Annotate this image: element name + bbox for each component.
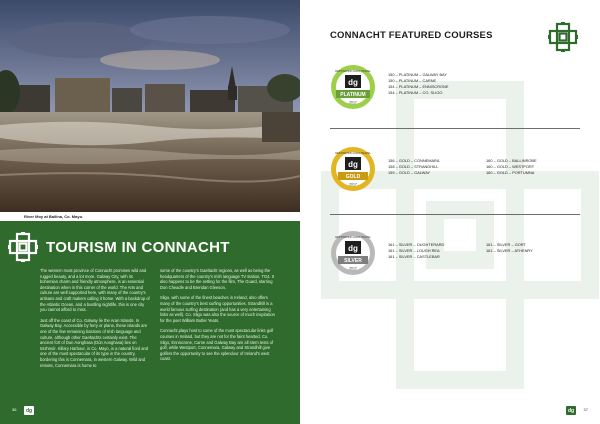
dg-logo: dg: [25, 407, 33, 414]
badge-level: GOLD: [345, 174, 361, 180]
course-item: 158 – GOLD – STRANDHILL: [388, 164, 439, 169]
course-item: 150 – PLATINUM – CARNE: [388, 78, 437, 83]
badge-level: PLATINUM: [340, 92, 366, 98]
course-item: 161 – SILVER – ATHENRY: [486, 248, 533, 253]
course-item: 161 – SILVER – OUGHTERARD: [388, 242, 445, 247]
badge-mark: dg: [348, 160, 358, 169]
course-item: 160 – GOLD – BALLINROBE: [486, 158, 537, 163]
course-item: 161 – SILVER – CASTLEBAR: [388, 254, 440, 259]
badge-mark: dg: [348, 244, 358, 253]
badge-year: 2017: [349, 266, 357, 271]
course-item: 161 – SILVER – GORT: [486, 242, 526, 247]
courses-title: CONNACHT FEATURED COURSES: [330, 30, 493, 41]
divider: [330, 128, 580, 129]
right-page: [300, 0, 600, 424]
silver-badge: [330, 230, 376, 276]
course-item: 150 – PLATINUM – GALWAY BAY: [388, 72, 447, 77]
tier-silver: [330, 230, 580, 280]
paragraph: The western most province of Connacht promises wild and rugged beauty, and a lot more. Galway City, with its bohemian charm and friendly atmosphere, is an essential destination when in this corner of the world. The Arts and culture are well supported here, with many of the country's artisans and craft makers calling it home. With a backdrop of the Atlantic Ocean, and a bustling nightlife, this is one city you cannot afford to miss.: [40, 268, 150, 313]
badge-year: 2017: [349, 182, 357, 187]
course-list: [486, 158, 537, 176]
badge-top: DESTINATION GOLF TRAVEL: [335, 70, 371, 73]
dg-logo: dg: [567, 407, 575, 414]
gold-badge: [330, 146, 376, 192]
page-number-right: 37: [583, 407, 588, 412]
course-list: [388, 242, 444, 260]
paragraph: Sligo, with some of the finest beaches in Ireland, also offers many of the country's best surfing opportunities. Strandhill is a world famous surfing destination (and has a very entertaining links as well). Co. Sligo was also the source of much inspiration for the poet William Butler Yeats.: [160, 295, 275, 323]
body-column-1: [40, 268, 150, 373]
badge-mark: dg: [348, 78, 358, 87]
tourism-title: TOURISM IN CONNACHT: [46, 238, 230, 256]
page-number-left: 36: [12, 407, 17, 412]
badge-year: 2017: [349, 100, 357, 105]
platinum-badge: [330, 64, 376, 110]
course-item: 160 – GOLD – PORTUMNA: [486, 170, 535, 175]
celtic-knot-icon: [548, 22, 578, 52]
course-list: [388, 158, 439, 176]
course-item: 159 – GOLD – GALWAY: [388, 170, 431, 175]
badge-top: DESTINATION GOLF TRAVEL: [335, 152, 371, 155]
course-item: 154 – PLATINUM – CO. SLIGO: [388, 90, 443, 95]
divider: [330, 214, 580, 215]
course-item: 154 – PLATINUM – ENNISCRONE: [388, 84, 449, 89]
celtic-knot-icon: [8, 232, 38, 262]
course-list: [388, 72, 448, 96]
course-item: 156 – GOLD – CONNEMARA: [388, 158, 440, 163]
body-column-2: [160, 268, 278, 367]
photo-caption: River Moy at Ballina, Co. Mayo.: [24, 214, 84, 219]
tourism-header: [8, 232, 230, 262]
course-item: 160 – GOLD – WESTPORT: [486, 164, 535, 169]
course-list: [486, 242, 533, 254]
paragraph: Connacht plays host to some of the most spectacular links golf courses in Ireland, but they are not for the faint hearted. Co. Sligo, Enniscrone, Carne and Galway Bay are all stern tests of golf, while Westport, Connemara, Galway and Strandhill give golfers the opportunity to see the splendour of Ireland's west coast.: [160, 328, 274, 362]
tier-platinum: [330, 64, 580, 120]
paragraph: Just off the coast of Co. Galway lie the Aran Islands. In Galway Bay. Accessible by ferry or plane, these islands are one of the few remaining bastions of Irish language and culture, although other Gaeltachts certainly exist. The ancient fort of Dun Aonghasa (Dún Aonghasa) lies on Inishmór. Killary Harbour, in Co. Mayo, is a natural fiord and one of the most spectacular of its type in the country, bordering this is Connemara, in western Galway. Wild and remote, Connemara is home to: [40, 317, 149, 368]
tier-gold: [330, 146, 580, 196]
river-photo: [0, 0, 300, 212]
paragraph: some of the country's Gaeltacht regions, as well as being the headquarters of the country's Irish language TV station, TG4. It also happens to be the setting for the film, The Guard, starring Don Cheadle and Brendan Gleeson.: [160, 268, 274, 290]
badge-level: SILVER: [344, 258, 362, 264]
badge-top: DESTINATION GOLF TRAVEL: [335, 236, 371, 239]
course-item: 161 – SILVER – LOUGH REA: [388, 248, 440, 253]
